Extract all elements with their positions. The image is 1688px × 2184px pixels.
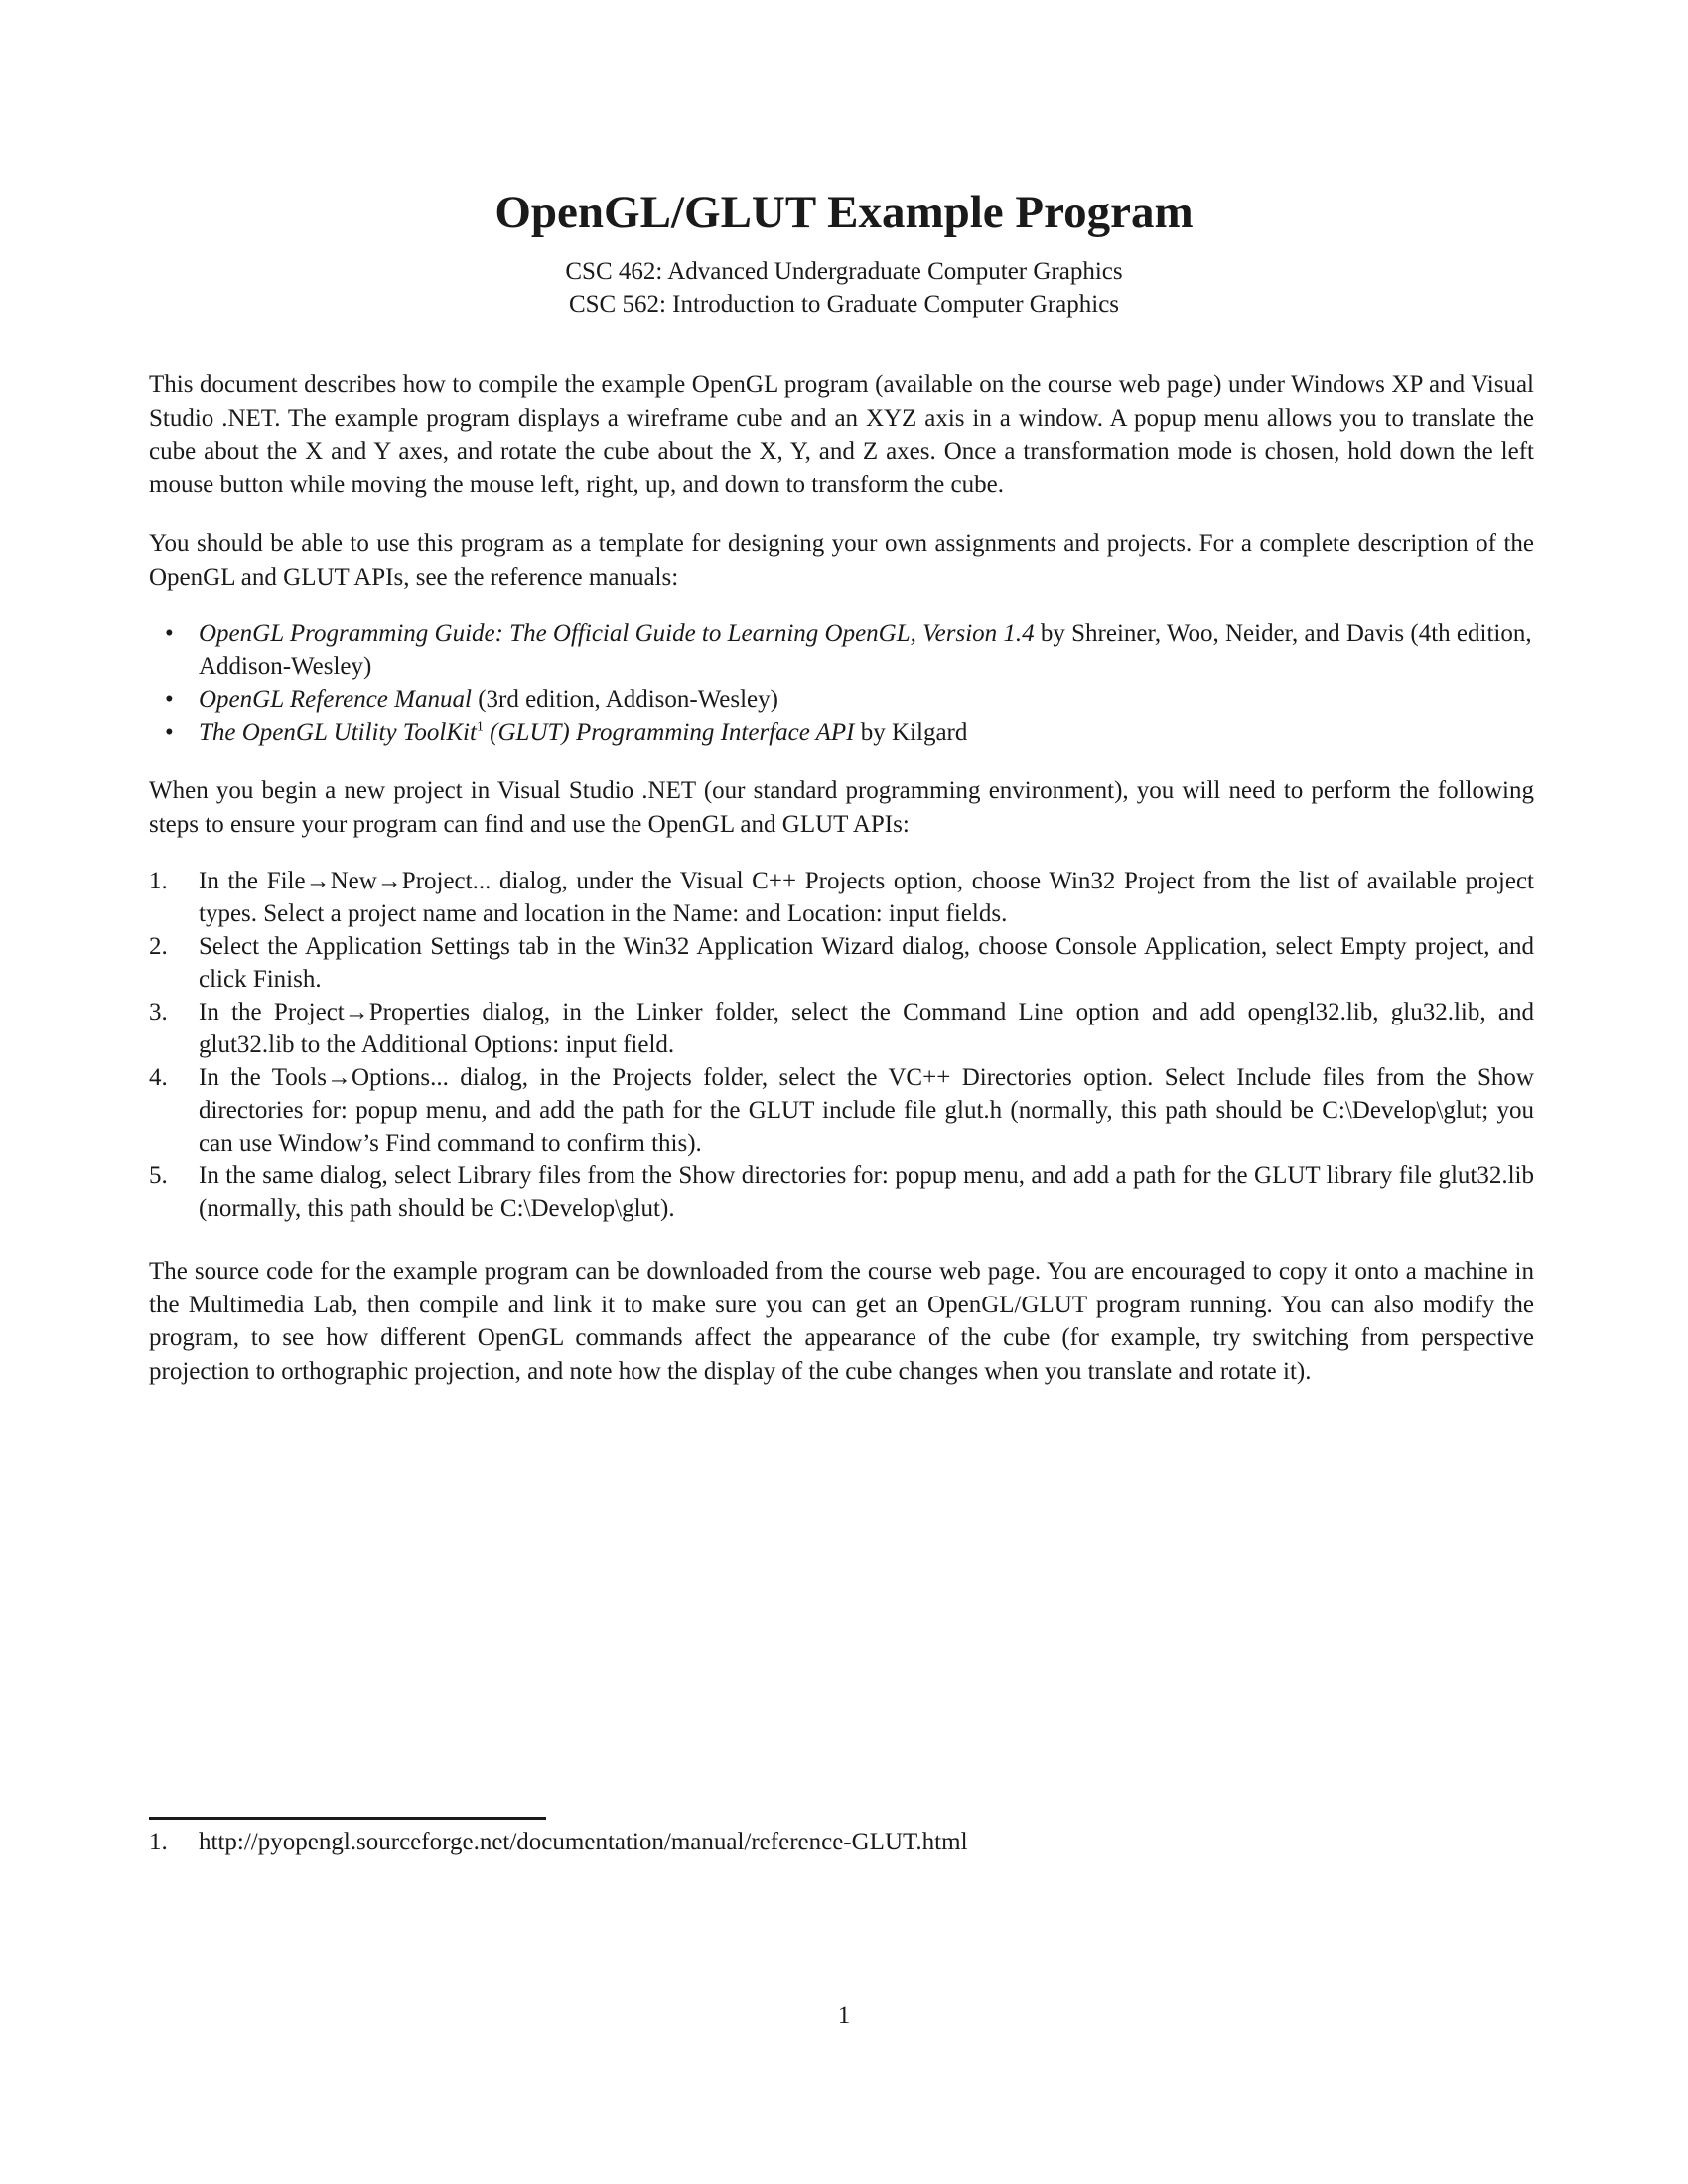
reference-list: [149, 617, 1534, 749]
step-item: [149, 930, 1534, 996]
reference-title: OpenGL Programming Guide: The Official Guide to Learning OpenGL, Version 1.4: [199, 620, 1035, 647]
reference-title: The OpenGL Utility ToolKit: [199, 719, 477, 746]
reference-item: [149, 617, 1534, 683]
reference-item: [149, 716, 1534, 749]
source-code-paragraph: The source code for the example program can be downloaded from the course web page. You are encouraged to copy it onto a machine in the Multimedia Lab, then compile and link it to make sure you can get an OpenGL/GLUT program running. You can also modify the program, to see how different OpenGL commands affect the appearance of the cube (for example, try switching from perspective projection to orthographic projection, and note how the display of the cube changes when you translate and rotate it).: [149, 1258, 1534, 1385]
step-text: In the Tools→Options... dialog, in the Projects folder, select the VC++ Directories option. Select Include files from the Show directories for: popup menu, and add the path for the GLUT include file glut.h (normally, this path should be C:\Develop\glut; you can use Window’s Find command to confirm this).: [199, 1064, 1534, 1157]
steps-intro-paragraph: When you begin a new project in Visual Studio .NET (our standard programming environment), you will need to perform the following steps to ensure your program can find and use the OpenGL and GLUT APIs:: [149, 777, 1534, 838]
step-item: [149, 996, 1534, 1061]
reference-item: [149, 683, 1534, 716]
step-text: In the Project→Properties dialog, in the Linker folder, select the Command Line option and add opengl32.lib, glu32.lib, and glut32.lib to the Additional Options: input field.: [199, 999, 1534, 1058]
reference-details: (3rd edition, Addison-Wesley): [471, 686, 778, 713]
reference-title-continued: (GLUT) Programming Interface API: [483, 719, 855, 746]
course-subtitle-grad: CSC 562: Introduction to Graduate Computer Graphics: [568, 291, 1120, 318]
footnote-divider: [149, 1817, 546, 1820]
footnote-link[interactable]: http://pyopengl.sourceforge.net/documentation/manual/reference-GLUT.html: [199, 1829, 968, 1855]
step-number: 2.: [149, 933, 168, 960]
course-subtitle-undergrad: CSC 462: Advanced Undergraduate Computer Graphics: [565, 258, 1123, 285]
page-number: 1: [837, 2002, 851, 2029]
reference-details: by Shreiner, Woo, Neider, and Davis (4th edition, Addison-Wesley): [199, 620, 1532, 680]
step-item: [149, 1160, 1534, 1225]
step-number: 3.: [149, 999, 168, 1025]
step-number: 5.: [149, 1162, 168, 1189]
footnote-mark: 1: [476, 719, 484, 735]
footnote-number: 1.: [149, 1829, 168, 1855]
step-number: 1.: [149, 868, 168, 894]
bullet-icon: •: [165, 719, 174, 746]
step-number: 4.: [149, 1064, 168, 1091]
reference-details: by Kilgard: [854, 719, 968, 746]
page-title: OpenGL/GLUT Example Program: [494, 187, 1194, 238]
setup-steps-list: [149, 865, 1534, 1225]
step-text: In the same dialog, select Library files from the Show directories for: popup menu, and add a path for the GLUT library file glut32.lib (normally, this path should be C:\Develop\glut).: [199, 1162, 1534, 1222]
intro-paragraph: This document describes how to compile the example OpenGL program (available on the course web page) under Windows XP and Visual Studio .NET. The example program displays a wireframe cube and an XYZ axis in a window. A popup menu allows you to translate the cube about the X and Y axes, and rotate the cube about the X, Y, and Z axes. Once a transformation mode is chosen, hold down the left mouse button while moving the mouse left, right, up, and down to transform the cube.: [149, 371, 1534, 498]
reference-title: OpenGL Reference Manual: [199, 686, 472, 713]
step-text: In the File→New→Project... dialog, under the Visual C++ Projects option, choose Win32 Project from the list of available project types. Select a project name and location in the Name: and Location: input fields.: [199, 868, 1534, 927]
bullet-icon: •: [165, 686, 174, 713]
template-paragraph: You should be able to use this program as a template for designing your own assignments and projects. For a complete description of the OpenGL and GLUT APIs, see the reference manuals:: [149, 530, 1534, 591]
step-item: [149, 865, 1534, 930]
step-text: Select the Application Settings tab in the Win32 Application Wizard dialog, choose Console Application, select Empty project, and click Finish.: [199, 933, 1534, 993]
step-item: [149, 1061, 1534, 1160]
bullet-icon: •: [165, 620, 174, 647]
